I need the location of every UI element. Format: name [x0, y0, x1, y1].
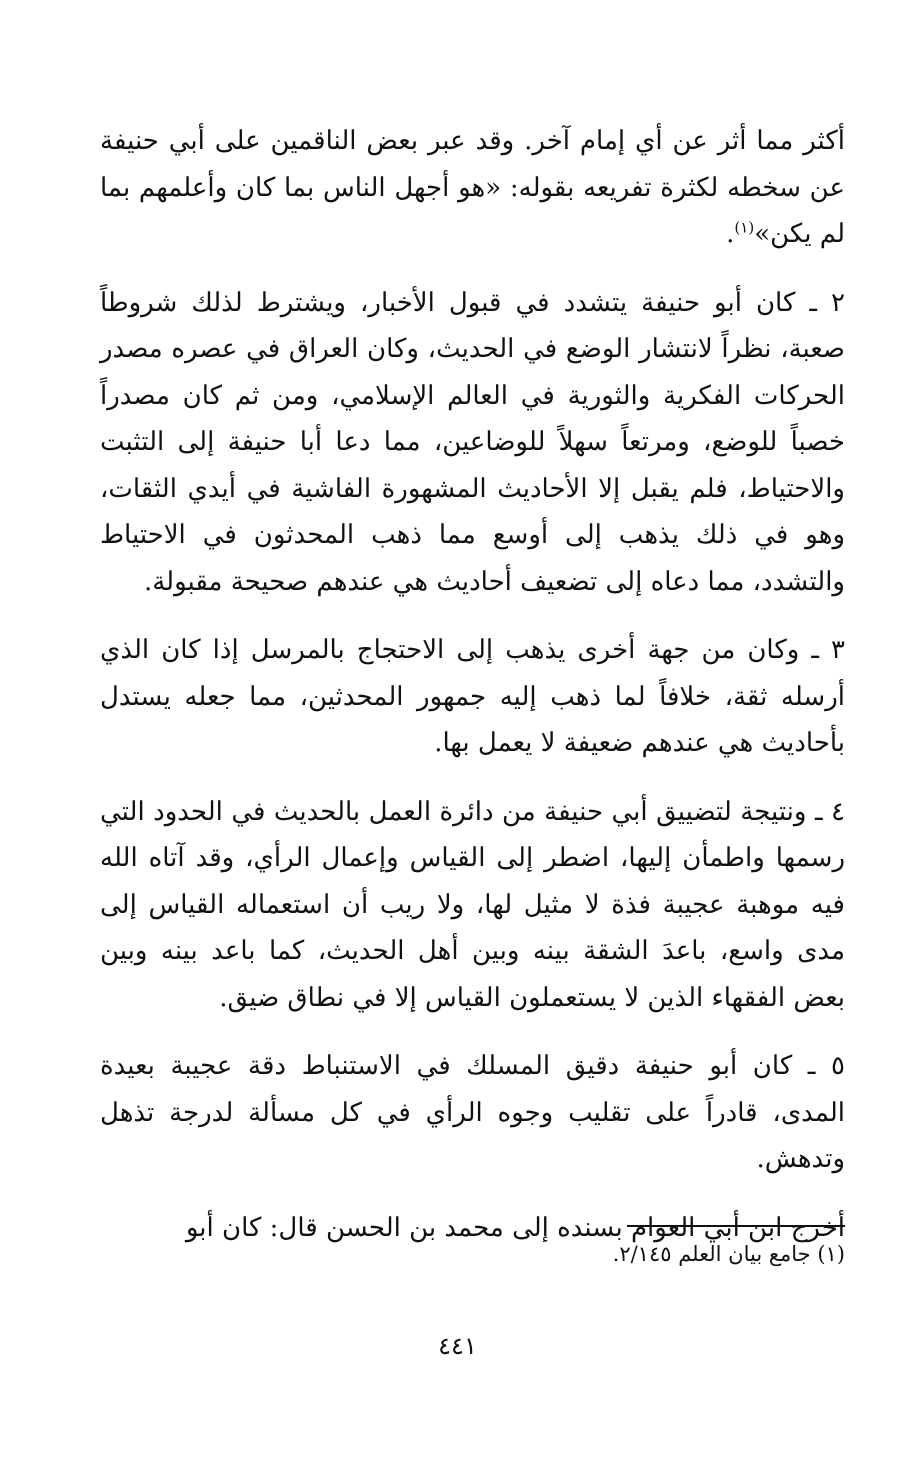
footnote-separator — [627, 1225, 845, 1227]
paragraph-narration: أخرج ابن أبي العوام بسنده إلى محمد بن الحسن قال: كان أبو — [185, 1212, 845, 1243]
footnote-reference: (١) — [734, 218, 755, 237]
paragraph-continuation — [100, 118, 845, 258]
footnote: (١) جامع بيان العلم ٢/١٤٥. — [612, 1242, 845, 1266]
paragraph-text: أكثر مما أثر عن أي إمام آخر. وقد عبر بعض الناقمين على أبي حنيفة عن سخطه لكثرة تفريعه بقوله: «هو أجهل الناس بما كان وأعلمهم بما لم يكن» — [100, 126, 845, 249]
paragraph-point-2: ٢ ـ كان أبو حنيفة يتشدد في قبول الأخبار، ويشترط لذلك شروطاً صعبة، نظراً لانتشار الوضع في الحديث، وكان العراق في عصره مصدر الحركات الفكرية والثورية في العالم الإسلامي، ومن ثم كان مصدراً خصباً للوضع، ومرتعاً سهلاً للوضاعين، مما دعا أبا حنيفة إلى التثبت والاحتياط، فلم يقبل إلا الأحاديث المشهورة الفاشية في أيدي الثقات، وهو في ذلك يذهب إلى أوسع مما ذهب المحدثون في الاحتياط والتشدد، مما دعاه إلى تضعيف أحاديث هي عندهم صحيحة مقبولة. — [100, 287, 845, 597]
paragraph-point-3: ٣ ـ وكان من جهة أخرى يذهب إلى الاحتجاج بالمرسل إذا كان الذي أرسله ثقة، خلافاً لما ذهب إليه جمهور المحدثين، مما جعله يستدل بأحاديث هي عندهم ضعيفة لا يعمل بها. — [100, 635, 845, 758]
page-body — [100, 118, 845, 1251]
paragraph-point-4: ٤ ـ ونتيجة لتضييق أبي حنيفة من دائرة العمل بالحديث في الحدود التي رسمها واطمأن إليها، اضطر إلى القياس وإعمال الرأي، وقد آتاه الله فيه موهبة عجيبة فذة لا مثيل لها، ولا ريب أن استعماله القياس إلى مدى واسع، باعدَ الشقة بينه وبين أهل الحديث، كما باعد بينه وبين بعض الفقهاء الذين لا يستعملون القياس إلا في نطاق ضيق. — [100, 796, 845, 1013]
page-number: ٤٤١ — [438, 1332, 477, 1360]
paragraph-point-5: ٥ ـ كان أبو حنيفة دقيق المسلك في الاستنباط دقة عجيبة بعيدة المدى، قادراً على تقليب وجوه الرأي في كل مسألة لدرجة تذهل وتدهش. — [100, 1051, 845, 1174]
paragraph-end-punctuation: . — [726, 219, 735, 249]
